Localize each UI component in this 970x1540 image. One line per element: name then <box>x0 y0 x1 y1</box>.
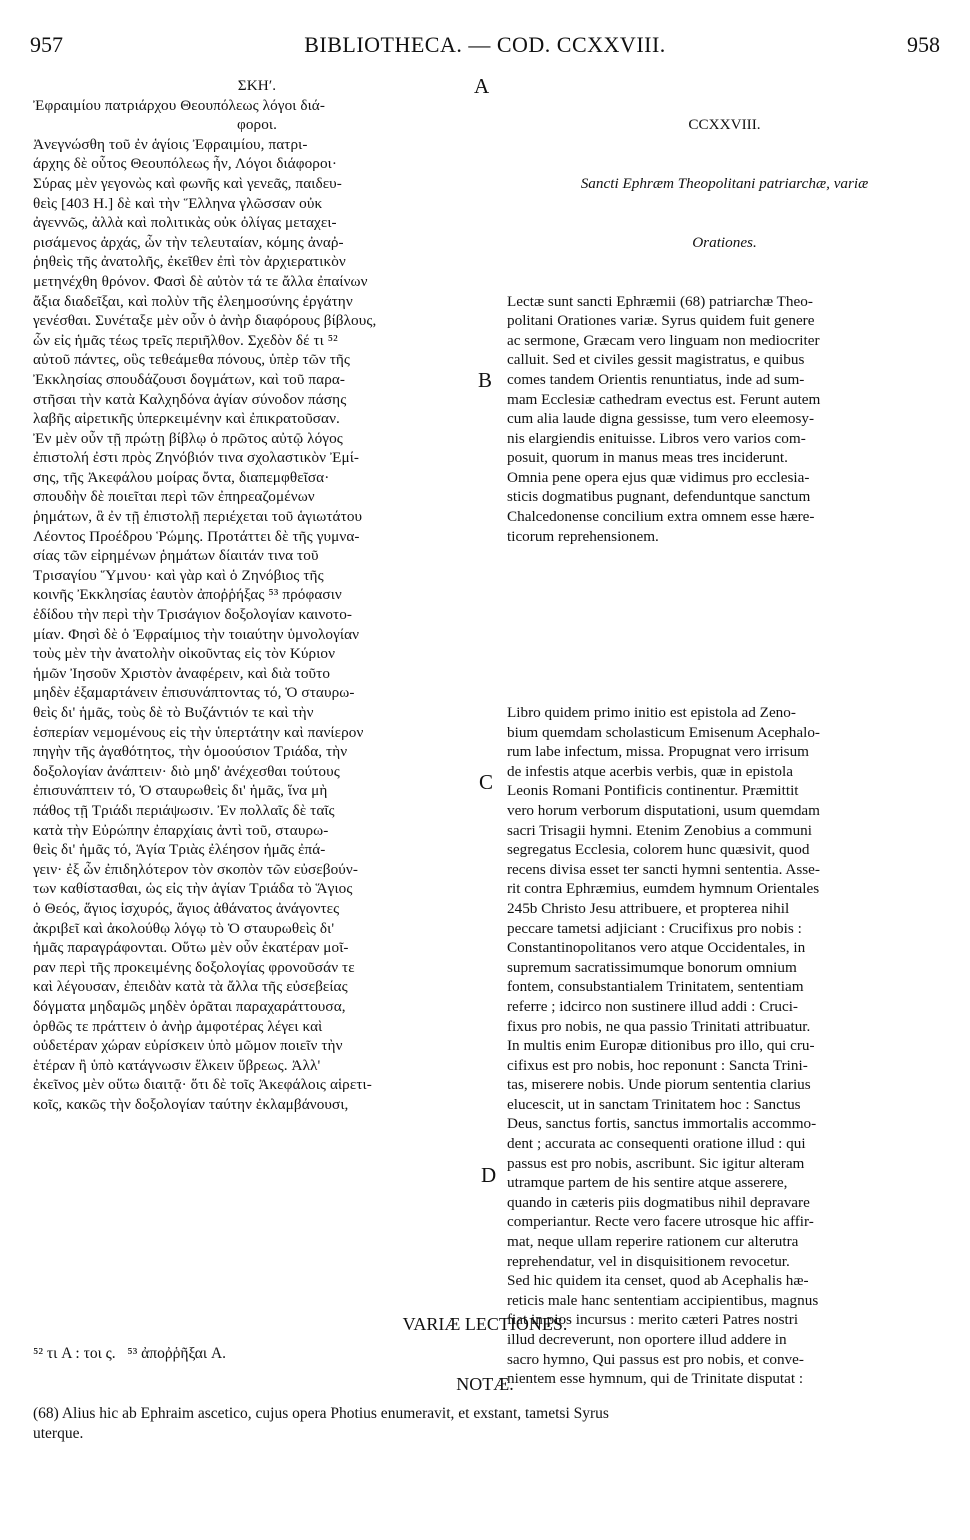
codex-subtitle: Sancti Ephræm Theopolitani patriarchæ, variæ <box>580 174 869 192</box>
text-line: reprehendatur, vel in disquisitionem revocetur. <box>507 1252 790 1270</box>
greek-column <box>33 76 481 1114</box>
text-line: θεὶς δι' ἡμᾶς, τοὺς δὲ τὸ Βυζάντιόν τε καὶ τὴν <box>33 704 314 721</box>
page-number-left: 957 <box>30 32 63 57</box>
text-line: ticorum reprehensionem. <box>507 527 659 545</box>
text-line: Ἐν μὲν οὖν τῇ πρώτῃ βίβλῳ ὁ πρῶτος αὐτῷ λόγος <box>33 429 343 447</box>
text-line: rum labe infectum, missa. Propugnat vero irrisum <box>507 743 809 761</box>
text-line: peccare tametsi adjiciant : Crucifixus pro nobis : <box>507 919 802 937</box>
text-line: κοῖς, κακῶς τὴν δοξολογίαν ταύτην ἐκλαμβάνουσι, <box>33 1095 349 1113</box>
text-line: utramque partem de his sentire atque asserere, <box>507 1174 788 1192</box>
text-line: fontem, consubstantialem Trinitatem, sententiam <box>507 978 804 996</box>
text-line: nis elargiendis enituisse. Libros vero varios com- <box>507 429 806 447</box>
text-line: ac sermone, Græcam vero linguam non mediocriter <box>507 331 820 349</box>
text-line: σίας τῶν εἰρημένων ῥημάτων δίαιτάν τινα τοῦ <box>33 547 319 565</box>
running-header <box>30 32 940 64</box>
text-line: politani Orationes variæ. Syrus quidem fuit genere <box>507 312 815 330</box>
text-line: κατὰ τὴν Εὐρώπην ἐπαρχίαις ἀντὶ τοῦ, σταυρω- <box>33 821 329 839</box>
text-line: πηγὴν τῆς ἀγαθότητος, τὴν ὁμοούσιον Τριάδα, τὴν <box>33 743 348 761</box>
text-line: comperiantur. Recte vero facere utrosque hic affir- <box>507 1213 814 1231</box>
notae-heading: NOTÆ. <box>456 1374 514 1394</box>
text-line: ἐπισυνάπτειν τό, Ὁ σταυρωθεὶς δι' ἡμᾶς, ἵνα μὴ <box>33 782 328 800</box>
latin-paragraph-1 <box>507 292 942 547</box>
text-line: Chalcedonense concilium extra omnem esse hære- <box>507 508 815 526</box>
note-line: (68) Alius hic ab Ephraim ascetico, cujus opera Photius enumeravit, et exstant, tametsi Syrus <box>33 1405 609 1422</box>
text-line: κοινῆς Ἐκκλησίας ἑαυτὸν ἀποῤῥήξας ⁵³ πρόφασιν <box>33 586 342 604</box>
text-line: segregatus Ecclesia, colorem hunc quæsivit, quod <box>507 841 810 859</box>
text-line: ἐπιστολή ἐστι πρὸς Ζηνόβιόν τινα σχολαστικὸν Ἐμί- <box>33 449 360 467</box>
text-line: τοὺς μὲν τὴν ἀνατολὴν οἰκοῦντας εἰς τὸν Κύριον <box>33 645 336 663</box>
text-line: δόγματα μηδαμῶς μηδὲν ὁρᾶται παραχαράττουσα, <box>33 997 346 1015</box>
text-line: illud decreverunt, non oportere illud addere in <box>507 1331 787 1348</box>
text-line: δοξολογίαν ἀνάπτειν· διὸ μηδ' ἀνέχεσθαι τούτους <box>33 762 340 780</box>
text-line: Λέοντος Προέδρου Ῥώμης. Προτάττει δὲ τῆς γυμνα- <box>33 527 360 545</box>
text-line: θεὶς δι' ἡμᾶς τό, Ἁγία Τριὰς ἐλέησον ἡμᾶς ἐπά- <box>33 841 326 859</box>
text-line: 245b Christo Jesu attribuere, et propterea nihil <box>507 899 790 917</box>
text-line: γενέσθαι. Συνέταξε μὲν οὖν ὁ ἀνὴρ διαφόρους βίβλους, <box>33 312 377 330</box>
text-line: ἡμῶν Ἰησοῦν Χριστὸν ἀναφέρειν, καὶ διὰ τοῦτο <box>33 664 331 682</box>
text-line: mam Ecclesiæ cathedram evectus est. Ferunt autem <box>507 390 821 408</box>
text-line: cum alia laude digna gessisse, tum vero eleemosy- <box>507 410 815 428</box>
text-line: sacro hymno, Qui passus est pro nobis, et conve- <box>507 1350 804 1368</box>
text-line: In multis enim Europæ ditionibus pro illo, qui cru- <box>507 1037 815 1055</box>
text-line: Constantinopolitanos vero atque Occidentales, in <box>507 939 806 957</box>
text-line: mat, neque ullam reperire rationem cur alterutra <box>507 1233 799 1251</box>
variae-lectiones-line: ⁵² τι A : τοι ς. ⁵³ ἀποῤῥῆξαι A. <box>33 1345 227 1362</box>
text-line: rit contra Ephræmius, eumdem hymnum Orientales <box>507 880 820 898</box>
text-line: φοροι. <box>236 116 277 134</box>
section-marker-b: B <box>478 368 493 392</box>
text-line: bium quemdam scholasticum Emisenum Acephalo- <box>507 723 820 741</box>
text-line: nientem esse hymnum, qui de Trinitate disputat : <box>507 1370 804 1388</box>
text-line: Ἀνεγνώσθη τοῦ ἐν ἁγίοις Ἐφραιμίου, πατρι- <box>33 135 308 153</box>
text-line: vero horum verborum disputationi, usum quemdam <box>507 801 820 819</box>
text-line: quando in cæteris piis dogmatibus nihil depravare <box>507 1193 810 1211</box>
text-line: γειν· ἐξ ὧν ἐπιδηλότερον τὸν σκοπὸν τῶν εὐσεβούν- <box>33 860 359 878</box>
text-line: καὶ λέγουσαν, ἐπειδὰν κατὰ τὰ ἄλλα τῆς εὐσεβείας <box>33 978 348 996</box>
text-line: ῥηθεὶς τῆς ἀνατολῆς, ἐκεῖθεν ἐπὶ τὸν ἀρχιερατικὸν <box>33 253 346 271</box>
text-line: ἐδίδου τὴν περὶ τὴν Τρισάγιον δοξολογίαν καινοτο- <box>33 606 353 624</box>
text-line: fixus pro nobis, ne qua passio Trinitati attribuatur. <box>507 1017 811 1035</box>
codex-subtitle-cont: Orationes. <box>692 233 757 251</box>
text-line: recens divisa esset ter sancti hymni sententia. Asse- <box>507 860 820 878</box>
text-line: λαβῆς αἱρετικῆς ὑπερκειμένην καὶ ἐπικρατοῦσαν. <box>33 410 340 428</box>
text-line: reticis male hanc sententiam accipientibus, magnus <box>507 1291 819 1309</box>
latin-paragraph-2 <box>507 703 942 1389</box>
text-line: μηδὲν ἐξαμαρτάνειν ἐπισυνάπτοντας τό, Ὁ σταυρω- <box>33 684 355 702</box>
section-marker-d: D <box>481 1163 497 1187</box>
text-line: οὐδετέραν χώραν εὑρίσκειν ὑπὸ μῶμον ποιεῖν τὴν <box>33 1037 343 1055</box>
page-number-right: 958 <box>907 32 940 57</box>
codex-heading: CCXXVIII. <box>688 116 761 134</box>
note-68 <box>33 1404 942 1443</box>
text-line: ἑσπερίαν νεμομένους εἰς τὴν ὑπερτάτην καὶ πανίερον <box>33 723 364 741</box>
text-line: στῆσαι τὴν κατὰ Καλχηδόνα ἁγίαν σύνοδον πάσης <box>33 390 347 408</box>
text-line: Omnia pene opera ejus quæ vidimus pro ecclesia- <box>507 468 810 486</box>
text-line: calluit. Sed et civiles gessit magistratus, e quibus <box>507 351 805 369</box>
text-line: Sed hic quidem ita censet, quod ab Acephalis hæ- <box>507 1272 809 1290</box>
text-line: ἄξια διαδεῖξαι, καὶ πολὺν τῆς ἐλεημοσύνης ἐργάτην <box>33 292 353 310</box>
text-line: referre ; idcirco non sustinere illud addi : Cruci- <box>507 997 798 1015</box>
text-line: των καθίστασθαι, ὡς εἰς τὴν ἁγίαν Τριάδα τὸ Ἅγιος <box>33 880 353 898</box>
text-line: ἀγεννῶς, ἀλλὰ καὶ πολιτικὰς οὐκ ὀλίγας μεταχει- <box>33 214 337 232</box>
text-line: ραν περὶ τῆς προκειμένης δοξολογίας φρονοῦσάν τε <box>33 958 355 976</box>
section-marker-c: C <box>479 770 494 794</box>
text-line: Ἐκκλησίας σπουδάζουσι δογμάτων, καὶ τοῦ παρα- <box>33 370 346 388</box>
text-line: ἐκεῖνος μὲν οὕτω διαιτᾷ· ὅτι δὲ τοῖς Ἀκεφάλοις αἱρετι- <box>33 1076 372 1094</box>
text-line: Lectæ sunt sancti Ephræmii (68) patriarchæ Theo- <box>507 292 813 310</box>
text-line: θεὶς [403 H.] δὲ καὶ τὴν Ἕλληνα γλῶσσαν οὐκ <box>33 194 323 212</box>
text-line: ρισάμενος ἀρχάς, ὧν τὴν τελευταίαν, κόμης ἀναῤ- <box>33 233 344 251</box>
text-line: άρχης δὲ οὗτος Θεουπόλεως ἦν, Λόγοι διάφοροι· <box>33 155 337 173</box>
text-line: posuit, quorum in manus meas tres inciderunt. <box>507 449 788 467</box>
text-line: de infestis atque acerbis verbis, quæ in epistola <box>507 762 793 780</box>
section-marker-a: A <box>474 74 490 98</box>
text-line: ἑτέραν ἢ ὑπὸ κατάγνωσιν ἕλκειν ὕβρεως. Ἀλλ' <box>33 1056 321 1074</box>
text-line: ἀκριβεῖ καὶ ἀκολούθῳ λόγῳ τὸ Ὁ σταυρωθεὶς δι' <box>33 919 335 937</box>
text-line: elucescit, ut in sanctam Trinitatem hoc : Sanctus <box>507 1095 801 1113</box>
text-line: passus est pro nobis, ascribunt. Sic igitur alteram <box>507 1154 805 1172</box>
text-line: comes tandem Orientis renuntiatus, inde ad sum- <box>507 370 805 388</box>
text-line: dent ; accurata ac consequenti oratione illud : qui <box>507 1135 806 1153</box>
text-line: ὧν εἰς ἡμᾶς τέως τρεῖς περιῆλθον. Σχεδὸν δέ τι ⁵² <box>33 331 338 349</box>
text-line: Leonis Romani Pontificis continentur. Præmittit <box>507 782 799 800</box>
text-line: ὁ Θεός, ἅγιος ἰσχυρός, ἅγιος ἀθάνατος ἀνάγοντες <box>33 899 340 917</box>
text-line: Deus, sanctus fortis, sanctus immortalis accommo- <box>507 1115 817 1133</box>
text-line: tas, miserere nobis. Unde piorum sententia clarius <box>507 1076 811 1094</box>
running-title: BIBLIOTHECA. — COD. CCXXVIII. <box>304 32 666 57</box>
codex-number-greek: ΣΚΗʹ. <box>237 77 277 94</box>
text-line: ὀρθῶς τε πράττειν ὁ ἀνὴρ ἀμφοτέρας λέγει καὶ <box>33 1017 323 1035</box>
text-line: sticis dogmatibus pugnant, defenduntque sanctum <box>507 488 811 506</box>
text-line: sacri Trisagii hymni. Etenim Zenobius a communi <box>507 821 812 839</box>
text-line: σης, τῆς Ἀκεφάλου μοίρας ὄντα, διαπεμφθεῖσα· <box>33 468 330 486</box>
text-line: supremum sacratissimumque bonorum omnium <box>507 958 797 976</box>
text-line: Ἐφραιμίου πατριάρχου Θεουπόλεως λόγοι διά- <box>33 96 326 114</box>
text-line: fiat in pios incursus : merito cæteri Patres nostri <box>507 1311 799 1329</box>
variae-lectiones-heading: VARIÆ LECTIONES. <box>402 1314 568 1334</box>
text-line: ῥημάτων, ἃ ἐν τῇ ἐπιστολῇ περιέχεται τοῦ ἁγιωτάτου <box>33 508 363 526</box>
text-line: αὐτοῦ πάντες, οὓς τεθεάμεθα πόνους, ὑπὲρ τῶν τῆς <box>33 351 351 369</box>
text-line: cifixus est pro nobis, hoc reponunt : Sancta Trini- <box>507 1056 808 1074</box>
text-line: μίαν. Φησὶ δὲ ὁ Ἐφραίμιος τὴν τοιαύτην ὑμνολογίαν <box>33 625 360 643</box>
text-line: σπουδὴν δὲ ποιεῖται περὶ τῶν ἐπηρεαζομένων <box>33 488 315 506</box>
note-line: uterque. <box>33 1424 84 1442</box>
text-line: Τρισαγίου Ὕμνου· καὶ γὰρ καὶ ὁ Ζηνόβιος τῆς <box>33 566 324 584</box>
text-line: μετηνέχθη θρόνον. Φασὶ δὲ αὐτὸν τά τε ἄλλα ἐπαίνων <box>33 272 368 290</box>
text-line: πάθος τῇ Τριάδι περιάψωσιν. Ἐν πολλαῖς δὲ ταῖς <box>33 801 335 819</box>
text-line: ἡμᾶς παραγράφονται. Οὕτω μὲν οὖν ἑκατέραν μοῖ- <box>33 939 349 957</box>
latin-column <box>507 76 942 1428</box>
text-line: Σύρας μὲν γεγονὼς καὶ φωνῆς καὶ γενεᾶς, παιδευ- <box>33 174 342 192</box>
text-line: Libro quidem primo initio est epistola ad Zeno- <box>507 704 796 721</box>
